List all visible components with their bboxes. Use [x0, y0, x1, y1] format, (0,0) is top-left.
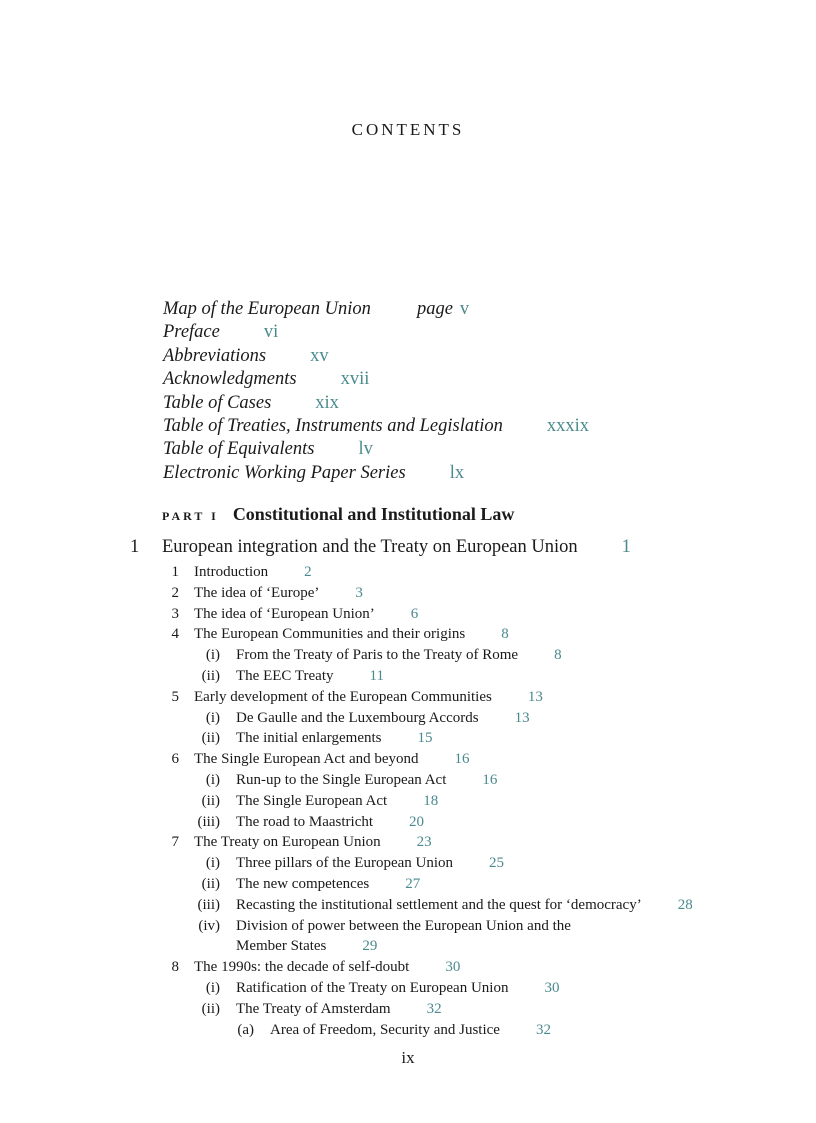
section-title: Recasting the institutional settlement and the quest for ‘democracy’: [236, 896, 642, 913]
toc-section-row: [0, 916, 816, 937]
front-matter-title: Table of Cases: [163, 392, 272, 413]
section-list: [0, 562, 816, 1040]
section-title: The EEC Treaty: [236, 667, 334, 684]
front-matter-page: lv: [358, 439, 373, 460]
front-matter-title: Preface: [163, 322, 220, 343]
part-title: Constitutional and Institutional Law: [232, 504, 515, 524]
front-matter-title: Acknowledgments: [163, 369, 297, 390]
section-number: (ii): [201, 875, 220, 892]
section-title: The Treaty of Amsterdam: [236, 1000, 391, 1017]
footer-page-number: ix: [401, 1048, 415, 1067]
section-page: 29: [362, 938, 378, 955]
section-page: 11: [369, 667, 384, 684]
section-title: Three pillars of the European Union: [236, 855, 454, 872]
section-page: 13: [514, 709, 530, 726]
section-title: The initial enlargements: [236, 730, 382, 747]
section-number: 8: [171, 959, 179, 976]
section-title: From the Treaty of Paris to the Treaty of Rome: [236, 647, 519, 664]
front-matter-item: [163, 415, 783, 438]
front-matter-page: v: [459, 299, 470, 319]
section-number: (ii): [201, 730, 220, 747]
section-title: The Single European Act and beyond: [194, 751, 419, 768]
front-matter-item: [163, 345, 783, 368]
front-matter-page: lx: [449, 462, 465, 483]
section-page: 23: [416, 834, 432, 851]
section-number: (iii): [197, 813, 220, 830]
section-page: 18: [423, 792, 439, 809]
section-title: The idea of ‘Europe’: [194, 584, 320, 601]
front-matter-item: [163, 462, 783, 485]
section-number: (iii): [197, 896, 220, 913]
section-page: 13: [527, 688, 543, 705]
section-number: (i): [205, 709, 220, 726]
toc-section-row: [0, 583, 816, 604]
toc-section-row: [0, 749, 816, 770]
section-title: Early development of the European Communities: [194, 688, 492, 705]
page-prefix: page: [416, 299, 453, 319]
section-number: (ii): [201, 667, 220, 684]
section-title: Ratification of the Treaty on European Union: [236, 979, 509, 996]
toc-section-row: [0, 874, 816, 895]
front-matter-title: Abbreviations: [163, 345, 267, 366]
front-matter-page: xv: [310, 345, 329, 366]
section-number: 2: [171, 584, 179, 601]
section-title: The Single European Act: [236, 792, 388, 809]
front-matter-page: xvii: [340, 369, 370, 390]
front-matter-item: [163, 321, 783, 344]
section-page: 6: [410, 605, 419, 622]
section-number: (i): [205, 647, 220, 664]
section-title: Introduction: [194, 564, 269, 580]
toc-section-row: [0, 978, 816, 999]
section-page: 30: [544, 979, 560, 996]
front-matter-page: xix: [315, 392, 339, 413]
section-title: De Gaulle and the Luxembourg Accords: [236, 709, 479, 726]
section-number: 5: [171, 688, 179, 705]
section-page: 15: [417, 730, 433, 747]
part-heading: [162, 504, 514, 525]
section-title: Member States: [236, 938, 327, 955]
section-title: The new competences: [236, 875, 370, 892]
section-number: 6: [171, 751, 179, 768]
chapter-number: 1: [130, 537, 140, 557]
section-number: (a): [237, 1021, 254, 1038]
section-page: 2: [304, 564, 312, 580]
toc-section-row: [0, 832, 816, 853]
toc-section-row: [0, 770, 816, 791]
toc-section-row: [0, 957, 816, 978]
toc-section-row: [0, 728, 816, 749]
toc-section-row: [0, 1020, 816, 1041]
section-number: 4: [171, 626, 179, 643]
chapter-title: European integration and the Treaty on European Union: [162, 537, 578, 557]
chapter-page: 1: [621, 537, 631, 557]
front-matter-page: vi: [263, 322, 279, 343]
toc-section-row: [0, 853, 816, 874]
section-title: The 1990s: the decade of self-doubt: [194, 959, 410, 976]
toc-section-row: [0, 562, 816, 583]
section-number: 7: [171, 834, 179, 851]
section-number: (i): [205, 855, 220, 872]
section-number: 1: [171, 564, 179, 580]
toc-section-row: [0, 645, 816, 666]
section-title: Area of Freedom, Security and Justice: [270, 1021, 500, 1038]
front-matter-item: [163, 298, 783, 321]
section-page: 20: [409, 813, 425, 830]
section-title: Run-up to the Single European Act: [236, 771, 447, 788]
section-page: 30: [445, 959, 461, 976]
section-page: 3: [355, 584, 363, 601]
section-page: 28: [677, 896, 693, 913]
section-title: Division of power between the European Union and the: [236, 917, 571, 934]
section-page: 25: [489, 855, 505, 872]
front-matter-title: Map of the European Union: [163, 299, 371, 319]
front-matter-item: [163, 368, 783, 391]
section-page: 16: [454, 751, 470, 768]
section-page: 32: [426, 1000, 442, 1017]
toc-section-row: [0, 708, 816, 729]
section-page: 27: [405, 875, 421, 892]
front-matter-page: xxxix: [546, 415, 590, 436]
front-matter-title: Table of Treaties, Instruments and Legislation: [163, 415, 503, 436]
front-matter-item: [163, 392, 783, 415]
section-number: (i): [205, 771, 220, 788]
part-label: PART I: [162, 509, 219, 523]
front-matter-title: Electronic Working Paper Series: [163, 462, 406, 483]
section-title: The idea of ‘European Union’: [194, 605, 375, 622]
section-page: 8: [554, 647, 562, 664]
section-page: 8: [501, 626, 509, 643]
section-number: 3: [171, 605, 179, 622]
front-matter-title: Table of Equivalents: [163, 439, 315, 460]
toc-section-row: [0, 687, 816, 708]
section-number: (i): [205, 979, 220, 996]
toc-section-row: [0, 791, 816, 812]
section-title: The European Communities and their origins: [194, 626, 466, 643]
front-matter-list: [163, 298, 783, 485]
chapter-entry: [130, 537, 770, 558]
section-page: 32: [535, 1021, 551, 1038]
front-matter-item: [163, 438, 783, 461]
section-number: (ii): [201, 1000, 220, 1017]
toc-section-row: [0, 895, 816, 916]
section-page: 16: [482, 771, 498, 788]
section-title: The road to Maastricht: [236, 813, 374, 830]
section-number: (iv): [198, 917, 220, 934]
toc-section-row: [0, 812, 816, 833]
toc-section-row: [0, 666, 816, 687]
section-title: The Treaty on European Union: [194, 834, 381, 851]
section-number: (ii): [201, 792, 220, 809]
toc-section-row: [0, 936, 816, 957]
toc-section-row: [0, 624, 816, 645]
toc-section-row: [0, 604, 816, 625]
toc-section-row: [0, 999, 816, 1020]
page-heading: CONTENTS: [351, 120, 465, 139]
